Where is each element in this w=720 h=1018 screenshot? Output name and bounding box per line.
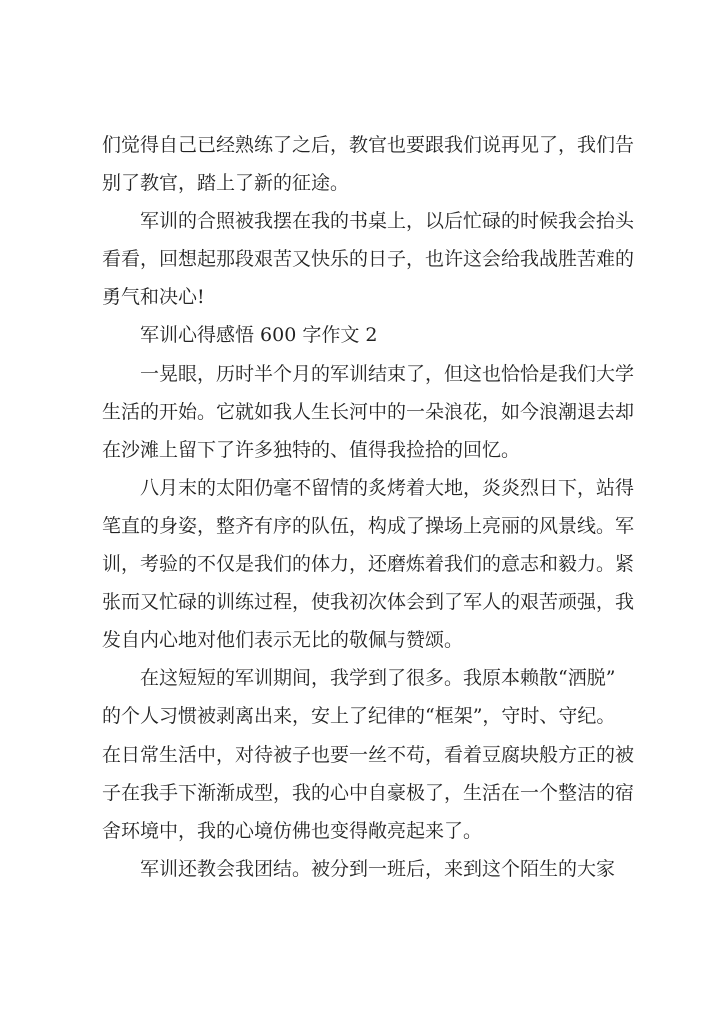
paragraph-start-line: 军训的合照被我摆在我的书桌上，以后忙碌的时候我会抬头: [140, 210, 635, 233]
text-line: 发自内心地对他们表示无比的敬佩与赞颂。: [102, 629, 464, 652]
text-line: 在日常生活中，对待被子也要一丝不苟，看着豆腐块般方正的被: [102, 743, 635, 766]
text-line: 们觉得自己已经熟练了之后，教官也要跟我们说再见了，我们告: [102, 134, 635, 156]
text-line: 笔直的身姿，整齐有序的队伍，构成了操场上亮丽的风景线。军: [102, 514, 635, 537]
text-line: 别了教官，踏上了新的征途。: [102, 172, 350, 195]
text-line: 舍环境中，我的心境仿佛也变得敞亮起来了。: [102, 819, 483, 842]
paragraph-start-line: 八月末的太阳仍毫不留情的炙烤着大地，炎炎烈日下，站得: [140, 476, 635, 499]
text-line: 看看，回想起那段艰苦又快乐的日子，也许这会给我战胜苦难的: [102, 248, 635, 271]
document-body: [102, 126, 642, 888]
text-line: 生活的开始。它就如我人生长河中的一朵浪花，如今浪潮退去却: [102, 400, 635, 423]
text-line: 训，考验的不仅是我们的体力，还磨炼着我们的意志和毅力。紧: [102, 553, 635, 576]
text-line: 张而又忙碌的训练过程，使我初次体会到了军人的艰苦顽强，我: [102, 591, 635, 614]
paragraph-start-line: 军训还教会我团结。被分到一班后，来到这个陌生的大家: [140, 857, 616, 880]
text-line: 的个人习惯被剥离出来，安上了纪律的“框架”，守时、守纪。: [102, 705, 616, 728]
text-line: 子在我手下渐渐成型，我的心中自豪极了，生活在一个整洁的宿: [102, 781, 635, 804]
paragraph-start-line: 在这短短的军训期间，我学到了很多。我原本赖散“洒脱”: [140, 667, 616, 690]
paragraph-start-line: 一晃眼，历时半个月的军训结束了，但这也恰恰是我们大学: [140, 362, 635, 385]
text-line: 在沙滩上留下了许多独特的、值得我捡拾的回忆。: [102, 438, 521, 461]
text-line: 勇气和决心!: [102, 286, 205, 309]
section-heading: 军训心得感悟 600 字作文 2: [140, 324, 378, 347]
